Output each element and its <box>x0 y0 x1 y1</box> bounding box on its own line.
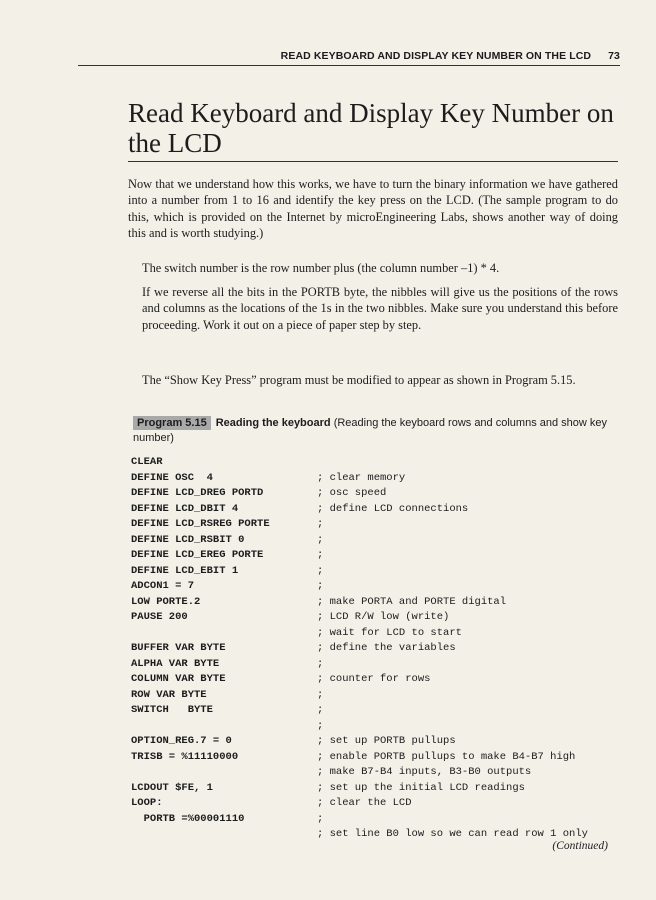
code-comment: ; counter for rows <box>317 673 431 685</box>
code-text: DEFINE LCD_RSREG PORTE <box>131 518 270 530</box>
code-line <box>131 750 621 766</box>
page-number: 73 <box>608 50 620 62</box>
code-line <box>131 626 621 642</box>
code-line <box>131 719 621 735</box>
code-line <box>131 734 621 750</box>
code-text <box>131 827 317 843</box>
code-comment: ; <box>317 533 324 546</box>
code-comment: ; define the variables <box>317 642 456 654</box>
program-caption-title: Reading the keyboard <box>215 417 331 429</box>
code-comment: ; make PORTA and PORTE digital <box>317 595 507 608</box>
program-caption-text: (Reading the keyboard rows and columns and show key number) <box>133 417 608 444</box>
paragraph-formula: The switch number is the row number plus (the column number –1) * 4. <box>142 261 500 275</box>
paragraph-reverse-bits: If we reverse all the bits in the PORTB byte, the nibbles will give us the positions of the rows and columns as the locations of the 1s in the two nibbles. Make sure you understand this before proceeding. Work it out on a piece of paper step by step. <box>142 285 618 332</box>
program-label: Program 5.15 <box>133 416 211 430</box>
code-comment: ; wait for LCD to start <box>317 626 462 639</box>
running-title: READ KEYBOARD AND DISPLAY KEY NUMBER ON THE LCD <box>280 50 592 62</box>
code-text: DEFINE LCD_DREG PORTD <box>131 487 264 499</box>
code-comment: ; <box>317 704 324 716</box>
code-text <box>131 626 317 642</box>
code-comment: ; set up PORTB pullups <box>317 735 456 747</box>
program-caption <box>133 416 613 446</box>
code-text: LOW PORTE.2 <box>131 595 201 608</box>
code-line <box>131 765 621 781</box>
section-title: Read Keyboard and Display Key Number on the LCD <box>128 98 614 158</box>
code-comment: ; make B7-B4 inputs, B3-B0 outputs <box>317 766 532 778</box>
code-text <box>131 719 317 735</box>
code-line <box>131 595 621 611</box>
code-line <box>131 672 621 688</box>
code-line <box>131 703 621 719</box>
code-comment: ; <box>317 657 324 670</box>
code-comment: ; <box>317 549 324 561</box>
code-text: ROW VAR BYTE <box>131 688 207 701</box>
code-line <box>131 564 621 580</box>
code-comment: ; <box>317 564 324 577</box>
code-comment: ; enable PORTB pullups to make B4-B7 high <box>317 750 576 763</box>
code-text: PORTB =%00001110 <box>131 812 245 825</box>
code-line <box>131 579 621 595</box>
code-line <box>131 502 621 518</box>
code-line <box>131 533 621 549</box>
code-comment: ; clear the LCD <box>317 797 412 809</box>
code-text: CLEAR <box>131 456 163 468</box>
code-line <box>131 688 621 704</box>
code-line <box>131 517 621 533</box>
code-comment: ; <box>317 719 324 732</box>
code-text: DEFINE LCD_EBIT 1 <box>131 564 239 577</box>
continued-note: (Continued) <box>552 840 608 852</box>
code-text: DEFINE LCD_EREG PORTE <box>131 549 264 561</box>
code-text <box>131 765 317 781</box>
code-comment <box>317 455 621 471</box>
code-line <box>131 796 621 812</box>
code-comment: ; LCD R/W low (write) <box>317 611 450 623</box>
code-text: BUFFER VAR BYTE <box>131 642 226 654</box>
code-text: TRISB = %11110000 <box>131 750 239 763</box>
code-line <box>131 657 621 673</box>
code-comment: ; osc speed <box>317 487 387 499</box>
code-text: LCDOUT $FE, 1 <box>131 781 213 794</box>
code-comment: ; define LCD connections <box>317 502 469 515</box>
code-comment: ; clear memory <box>317 471 406 484</box>
code-line <box>131 455 621 471</box>
code-line <box>131 548 621 564</box>
code-comment: ; <box>317 812 324 825</box>
code-text: DEFINE LCD_RSBIT 0 <box>131 533 245 546</box>
code-line <box>131 471 621 487</box>
code-line <box>131 812 621 828</box>
code-comment: ; <box>317 580 324 592</box>
code-text: ADCON1 = 7 <box>131 580 195 592</box>
program-listing <box>131 455 621 843</box>
code-text: LOOP: <box>131 797 163 809</box>
code-line <box>131 781 621 797</box>
code-text: OPTION_REG.7 = 0 <box>131 735 232 747</box>
code-line <box>131 641 621 657</box>
code-text: PAUSE 200 <box>131 611 188 623</box>
code-text: ALPHA VAR BYTE <box>131 657 220 670</box>
code-line <box>131 610 621 626</box>
code-comment: ; <box>317 518 324 530</box>
code-line <box>131 827 621 843</box>
paragraph-modify-program: The “Show Key Press” program must be modified to appear as shown in Program 5.15. <box>142 373 576 387</box>
code-text: COLUMN VAR BYTE <box>131 673 226 685</box>
code-text: SWITCH BYTE <box>131 704 213 716</box>
code-comment: ; <box>317 688 324 701</box>
title-rule <box>128 161 618 162</box>
code-comment: ; set line B0 low so we can read row 1 only <box>317 828 588 840</box>
paragraph-intro: Now that we understand how this works, we have to turn the binary information we have gathered into a number from 1 to 16 and identify the key press on the LCD. (The sample program to do this, which is provided on the Internet by microEngineering Labs, shows another way of doing this and is worth studying.) <box>128 177 618 241</box>
code-line <box>131 486 621 502</box>
code-comment: ; set up the initial LCD readings <box>317 781 525 794</box>
code-text: DEFINE OSC 4 <box>131 471 213 484</box>
running-header <box>78 50 620 66</box>
code-text: DEFINE LCD_DBIT 4 <box>131 502 239 515</box>
